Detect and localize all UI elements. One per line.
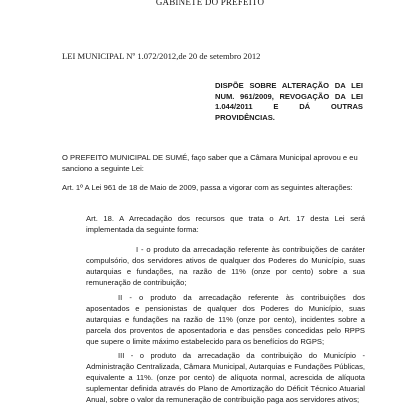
- item-iii: III - o produto da arrecadação da contribuição do Município - Administração Centralizada, Câmara Municipal, Autarquias e Fundações Públicas, equivalente a 11%. (onze por cento) de alíquota normal, acrescida de alíquota suplementar definida através do Plano de Amortização do Déficit Técnico Atuarial Anual, sobre o valor da remuneração de contribuição paga aos servidores ativos;: [86, 351, 365, 404]
- item-i: I - o produto da arrecadação referente às contribuições de caráter compulsório, dos servidores ativos de qualquer dos Poderes do Município, suas autarquias e fundações, na razão de 11% (onze por cento) sobre a sua remuneração de contribuição;: [86, 245, 365, 287]
- law-summary: DISPÕE SOBRE ALTERAÇÃO DA LEI NUM. 961/2009, REVOGAÇÃO DA LEI 1.044/2011 E DÁ OUTRAS PROVIDÊNCIAS.: [215, 81, 363, 122]
- article-1: Art. 1º A Lei 961 de 18 de Maio de 2009, passa a vigorar com as seguintes alterações:: [62, 183, 353, 192]
- office-header: GABINETE DO PREFEITO: [155, 0, 265, 7]
- law-title: LEI MUNICIPAL Nº 1.072/2012,de 20 de setembro 2012: [62, 51, 261, 61]
- article-18: Art. 18. A Arrecadação dos recursos que trata o Art. 17 desta Lei será implementada da seguinte forma:: [86, 214, 365, 234]
- enactment-paragraph: O PREFEITO MUNICIPAL DE SUMÉ, faço saber que a Câmara Municipal aprovou e eu sanciono a seguinte Lei:: [62, 153, 358, 173]
- item-ii: II - o produto da arrecadação referente às contribuições dos aposentados e pensionistas de qualquer dos Poderes do Município, suas autarquias e fundações na razão de 11% (onze por cento), incidentes sobre a parcela dos proventos de aposentadoria e das pensões concedidas pelo RPPS que supere o limite máximo estabelecido para os benefícios do RGPS;: [86, 293, 365, 346]
